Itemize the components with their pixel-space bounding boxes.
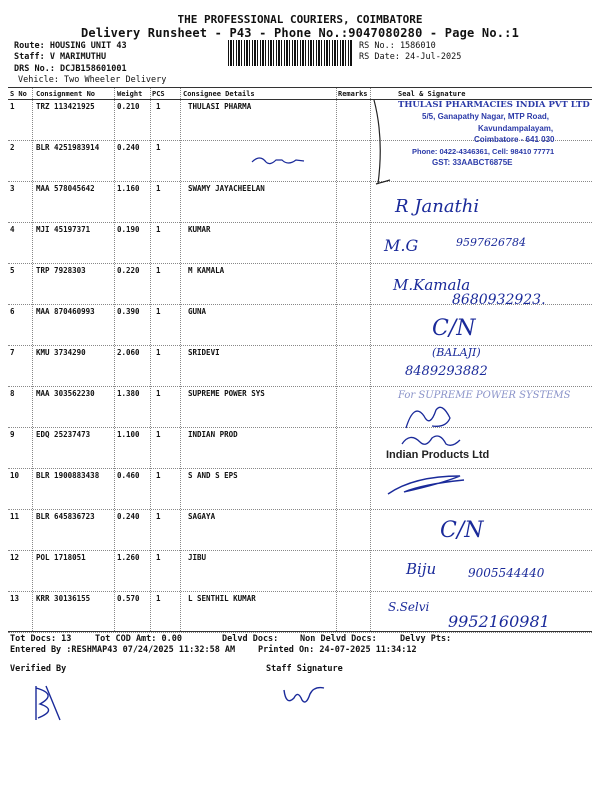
stamp-line: THULASI PHARMACIES INDIA PVT LTD [398, 100, 590, 110]
cell-consignee: SRIDEVI [188, 348, 220, 357]
cell-cn: TRP 7928303 [36, 266, 86, 275]
cell-cn: MAA 303562230 [36, 389, 95, 398]
cell-sno: 9 [10, 430, 15, 439]
cell-consignee: SWAMY JAYACHEELAN [188, 184, 265, 193]
cell-consignee: KUMAR [188, 225, 211, 234]
cell-cn: KMU 3734290 [36, 348, 86, 357]
cell-sno: 5 [10, 266, 15, 275]
stamp-line: Coimbatore - 641 030 [474, 135, 555, 144]
staff-signature [280, 680, 330, 710]
cell-pcs: 1 [156, 512, 161, 521]
bracket-mark [370, 98, 394, 188]
cell-cn: MJI 45197371 [36, 225, 91, 234]
cell-pcs: 1 [156, 225, 161, 234]
non-delivered-docs: Non Delvd Docs: [300, 634, 377, 644]
cell-pcs: 1 [156, 553, 161, 562]
cell-weight: 0.240 [117, 512, 140, 521]
cell-weight: 2.060 [117, 348, 140, 357]
delivered-docs: Delvd Docs: [222, 634, 279, 644]
cell-consignee: SAGAYA [188, 512, 216, 521]
handwriting-r12-phone: 9005544440 [468, 566, 545, 580]
cell-weight: 0.570 [117, 594, 140, 603]
cell-cn: EDQ 25237473 [36, 430, 91, 439]
cell-cn: KRR 30136155 [36, 594, 91, 603]
handwriting-r7-phone: 8489293882 [405, 364, 488, 379]
handwriting-r4-phone: 9597626784 [456, 236, 526, 249]
cell-weight: 0.460 [117, 471, 140, 480]
stamp-line: Kavundampalayam, [478, 124, 554, 133]
col-weight: Weight [117, 90, 143, 98]
total-docs: Tot Docs: 13 [10, 634, 72, 644]
cell-pcs: 1 [156, 430, 161, 439]
cell-cn: MAA 578045642 [36, 184, 95, 193]
entered-by: Entered By :RESHMAP43 07/24/2025 11:32:58 AM [10, 645, 236, 655]
cell-consignee: INDIAN PROD [188, 430, 238, 439]
rs-date: RS Date: 24-Jul-2025 [359, 52, 462, 62]
cell-pcs: 1 [156, 266, 161, 275]
cell-cn: BLR 4251983914 [36, 143, 100, 152]
handwriting-r11: C/N [440, 518, 484, 543]
cell-consignee: S AND S EPS [188, 471, 238, 480]
cell-weight: 1.380 [117, 389, 140, 398]
row-rule [8, 345, 592, 346]
cell-weight: 0.210 [117, 102, 140, 111]
verified-signature [28, 680, 68, 724]
cell-weight: 1.100 [117, 430, 140, 439]
col-sno: S No [10, 90, 27, 98]
cell-pcs: 1 [156, 102, 161, 111]
cell-cn: TRZ 113421925 [36, 102, 95, 111]
cell-weight: 0.190 [117, 225, 140, 234]
col-signature: Seal & Signature [398, 90, 466, 98]
cell-weight: 1.260 [117, 553, 140, 562]
vehicle: Vehicle: Two Wheeler Delivery [18, 75, 167, 85]
cell-pcs: 1 [156, 143, 161, 152]
cell-pcs: 1 [156, 594, 161, 603]
staff: Staff: V MARIMUTHU [14, 52, 107, 62]
cell-weight: 0.220 [117, 266, 140, 275]
stamp-r8: For SUPREME POWER SYSTEMS [398, 390, 571, 401]
cell-cn: POL 1718051 [36, 553, 86, 562]
cell-pcs: 1 [156, 471, 161, 480]
cell-sno: 1 [10, 102, 15, 111]
handwriting-r13-name: S.Selvi [388, 600, 430, 614]
col-pcs: PCS [152, 90, 165, 98]
row-rule [8, 550, 592, 551]
staff-signature-label: Staff Signature [266, 664, 343, 674]
cell-cn: BLR 645836723 [36, 512, 95, 521]
cell-sno: 10 [10, 471, 20, 480]
cell-weight: 0.390 [117, 307, 140, 316]
cell-weight: 1.160 [117, 184, 140, 193]
stamp-line: Phone: 0422-4346361, Cell: 98410 77771 [412, 147, 555, 156]
row-rule [8, 509, 592, 510]
row-rule [8, 468, 592, 469]
cell-consignee: THULASI PHARMA [188, 102, 252, 111]
cell-sno: 4 [10, 225, 15, 234]
col-remarks: Remarks [338, 90, 368, 98]
handwriting-r3: R Janathi [395, 196, 480, 217]
printed-on: Printed On: 24-07-2025 11:34:12 [258, 645, 417, 655]
handwriting-r5-name: M.Kamala [393, 276, 471, 294]
table-top-rule [8, 87, 592, 88]
cell-sno: 12 [10, 553, 20, 562]
stamp-line: GST: 33AABCT6875E [432, 158, 513, 167]
table-bottom-rule [8, 631, 592, 632]
signature-row2 [248, 148, 308, 172]
cell-consignee: L SENTHIL KUMAR [188, 594, 256, 603]
handwriting-r5-phone: 8680932923. [452, 292, 546, 308]
cell-pcs: 1 [156, 184, 161, 193]
cell-sno: 8 [10, 389, 15, 398]
rs-number: RS No.: 1586010 [359, 41, 436, 51]
row-rule [8, 427, 592, 428]
row-rule [8, 181, 592, 182]
signature-r10 [384, 470, 474, 500]
cell-pcs: 1 [156, 348, 161, 357]
cell-consignee: GUNA [188, 307, 207, 316]
col-consignee: Consignee Details [183, 90, 255, 98]
cell-consignee: M KAMALA [188, 266, 225, 275]
cell-pcs: 1 [156, 389, 161, 398]
col-consignment: Consignment No [36, 90, 96, 98]
handwriting-r12-name: Biju [406, 560, 437, 578]
company-stamp [394, 98, 594, 176]
cell-sno: 3 [10, 184, 15, 193]
row-rule [8, 386, 592, 387]
cell-pcs: 1 [156, 307, 161, 316]
stamp-line: 5/5, Ganapathy Nagar, MTP Road, [422, 112, 549, 121]
handwriting-r7-name: (BALAJI) [432, 346, 481, 359]
cell-consignee: JIBU [188, 553, 207, 562]
cell-sno: 2 [10, 143, 15, 152]
drs-number: DRS No.: DCJB158601001 [14, 64, 127, 74]
handwriting-r13-phone: 9952160981 [448, 612, 550, 631]
total-cod: Tot COD Amt: 0.00 [95, 634, 182, 644]
runsheet-title: Delivery Runsheet - P43 - Phone No.:9047080280 - Page No.:1 [80, 26, 520, 40]
row-rule [8, 632, 592, 633]
barcode [228, 40, 353, 66]
verified-by-label: Verified By [10, 664, 67, 674]
row-rule [8, 591, 592, 592]
cell-cn: BLR 1900883438 [36, 471, 100, 480]
cell-sno: 7 [10, 348, 15, 357]
cell-sno: 11 [10, 512, 20, 521]
row-rule [8, 263, 592, 264]
stamp-r9: Indian Products Ltd [386, 449, 490, 461]
cell-cn: MAA 870460993 [36, 307, 95, 316]
cell-weight: 0.240 [117, 143, 140, 152]
handwriting-r4-name: M.G [384, 236, 419, 255]
company-title: THE PROFESSIONAL COURIERS, COIMBATORE [177, 13, 423, 26]
cell-consignee: SUPREME POWER SYS [188, 389, 265, 398]
row-rule [8, 222, 592, 223]
handwriting-r6: C/N [432, 316, 476, 341]
route: Route: HOUSING UNIT 43 [14, 41, 127, 51]
delivery-points: Delvy Pts: [400, 634, 452, 644]
cell-sno: 13 [10, 594, 20, 603]
cell-sno: 6 [10, 307, 15, 316]
